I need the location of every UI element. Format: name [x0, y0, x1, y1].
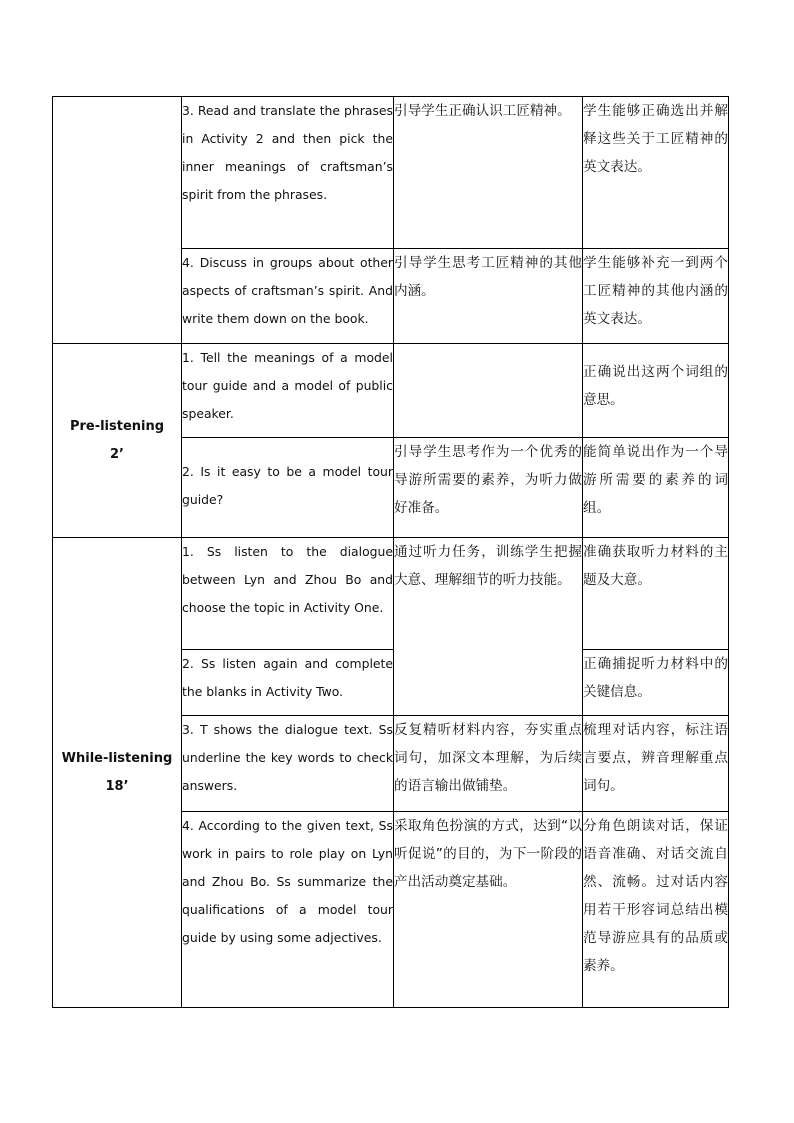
stage-cell-continued — [53, 97, 182, 344]
table-row — [53, 538, 729, 650]
stage-cell-pre-listening — [53, 344, 182, 538]
aim-cell: 引导学生思考作为一个优秀的导游所需要的素养，为听力做好准备。 — [394, 438, 583, 538]
effect-cell: 学生能够补充一到两个工匠精神的其他内涵的英文表达。 — [583, 249, 729, 344]
aim-cell: 采取角色扮演的方式，达到“以听促说”的目的，为下一阶段的产出活动奠定基础。 — [394, 812, 583, 1008]
stage-name: While-listening — [61, 750, 173, 766]
stage-time: 18’ — [105, 778, 129, 794]
effect-cell: 梳理对话内容，标注语言要点，辨音理解重点词句。 — [583, 716, 729, 812]
activity-cell: 4. Discuss in groups about other aspects of craftsman’s spirit. And write them down on the book. — [182, 249, 394, 344]
effect-cell: 正确捕捉听力材料中的关键信息。 — [583, 650, 729, 716]
effect-cell: 正确说出这两个词组的意思。 — [583, 344, 729, 438]
effect-cell: 学生能够正确选出并解释这些关于工匠精神的英文表达。 — [583, 97, 729, 249]
stage-time: 2’ — [110, 446, 124, 462]
stage-cell-while-listening — [53, 538, 182, 1008]
table-row — [53, 97, 729, 249]
aim-cell: 反复精听材料内容，夯实重点词句，加深文本理解，为后续的语言输出做铺垫。 — [394, 716, 583, 812]
aim-cell: 引导学生正确认识工匠精神。 — [394, 97, 583, 249]
effect-cell: 分角色朗读对话，保证语音准确、对话交流自然、流畅。过对话内容用若干形容词总结出模范导游应具有的品质或素养。 — [583, 812, 729, 1008]
activity-cell: 1. Ss listen to the dialogue between Lyn and Zhou Bo and choose the topic in Activity One. — [182, 538, 394, 650]
aim-cell: 引导学生思考工匠精神的其他内涵。 — [394, 249, 583, 344]
stage-name: Pre-listening — [69, 418, 165, 434]
activity-cell: 2. Is it easy to be a model tour guide? — [182, 438, 394, 538]
activity-cell: 4. According to the given text, Ss work in pairs to role play on Lyn and Zhou Bo. Ss summarize the qualifications of a model tour guide by using some adjectives. — [182, 812, 394, 1008]
activity-cell: 3. Read and translate the phrases in Activity 2 and then pick the inner meanings of craftsman’s spirit from the phrases. — [182, 97, 394, 249]
lesson-plan-table — [52, 96, 729, 1008]
aim-cell — [394, 344, 583, 438]
aim-cell: 通过听力任务，训练学生把握大意、理解细节的听力技能。 — [394, 538, 583, 716]
effect-cell: 能简单说出作为一个导游所需要的素养的词组。 — [583, 438, 729, 538]
effect-cell: 准确获取听力材料的主题及大意。 — [583, 538, 729, 650]
activity-cell: 3. T shows the dialogue text. Ss underline the key words to check answers. — [182, 716, 394, 812]
activity-cell: 1. Tell the meanings of a model tour guide and a model of public speaker. — [182, 344, 394, 438]
table-row — [53, 344, 729, 438]
activity-cell: 2. Ss listen again and complete the blanks in Activity Two. — [182, 650, 394, 716]
